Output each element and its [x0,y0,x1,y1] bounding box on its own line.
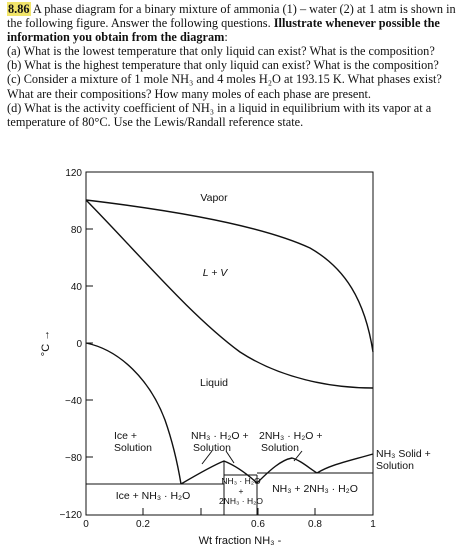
problem-emphasis: Illustrate whenever possible the information you obtain from the diagram [7,16,440,45]
region-l-plus-v: L + V [202,267,228,279]
region-nh3-solid-solution-1: NH₃ Solid + [376,448,431,460]
region-dihydrate-solution-2: Solution [261,442,299,454]
y-tick-label: −80 [65,453,82,464]
region-ice-solution-2: Solution [114,442,152,454]
x-tick-label: 1 [370,519,376,530]
problem-number: 8.86 [8,2,30,16]
y-tick-label: 40 [70,282,82,293]
problem-text [7,2,469,129]
part-c: (c) Consider a mixture of 1 mole NH₃ and 4 moles H₂O at 193.15 K. What phases exist? What are their compositions? How many moles of each phase are present. [7,72,442,101]
bubble-point-curve [86,200,373,388]
y-tick-label: 0 [76,339,82,350]
problem-emphasis-end: : [224,30,228,45]
part-a: (a) What is the lowest temperature that only liquid can exist? What is the composition? [7,44,435,59]
y-tick-label: −120 [59,510,82,521]
x-tick-label: 0.8 [308,519,322,530]
nh3-liquidus [317,454,373,473]
problem-intro-text: A phase diagram for a binary mixture of ammonia (1) – water (2) at 1 atm is shown in the following figure. Answer the following questions. [7,2,456,31]
x-tick-marks [143,508,315,515]
region-hydrate-solution-2: Solution [193,442,231,454]
region-nh3-dihydrate: NH₃ + 2NH₃ · H₂O [272,483,358,495]
region-ice-hydrate: Ice + NH₃ · H₂O [115,490,191,502]
x-tick-label: 0 [83,519,89,530]
dew-point-curve [86,200,373,352]
region-dihydrate-solution-1: 2NH₃ · H₂O + [259,430,323,442]
region-vapor: Vapor [200,192,228,204]
region-nh3-solid-solution-2: Solution [376,460,414,472]
dihydrate-liquidus [257,458,317,483]
region-ice-solution-1: Ice + [114,430,138,442]
y-tick-label: −40 [65,396,82,407]
region-hydrate-dihydrate-3: 2NH₃ · H₂O [218,496,264,506]
region-hydrate-dihydrate-1: NH₃ · H₂O [221,476,261,486]
x-tick-label: 0.2 [136,519,150,530]
y-tick-label: 120 [65,168,82,179]
phase-diagram [0,160,474,552]
y-axis-label: °C → [40,329,52,357]
part-b: (b) What is the highest temperature that only liquid can exist? What is the composition? [7,58,439,73]
region-hydrate-solution-1: NH₃ · H₂O + [191,430,249,442]
region-hydrate-dihydrate-2: + [238,486,244,496]
y-tick-label: 80 [70,225,82,236]
part-d: (d) What is the activity coefficient of NH₃ in a liquid in equilibrium with its vapor at a temperature of 80°C. Use the Lewis/Randall reference state. [7,100,432,129]
x-axis-label: Wt fraction NH₃ - [198,535,282,547]
problem-intro [7,2,469,44]
x-tick-label: 0.6 [251,519,265,530]
ice-freezing-curve [86,343,181,484]
region-liquid: Liquid [199,377,229,389]
